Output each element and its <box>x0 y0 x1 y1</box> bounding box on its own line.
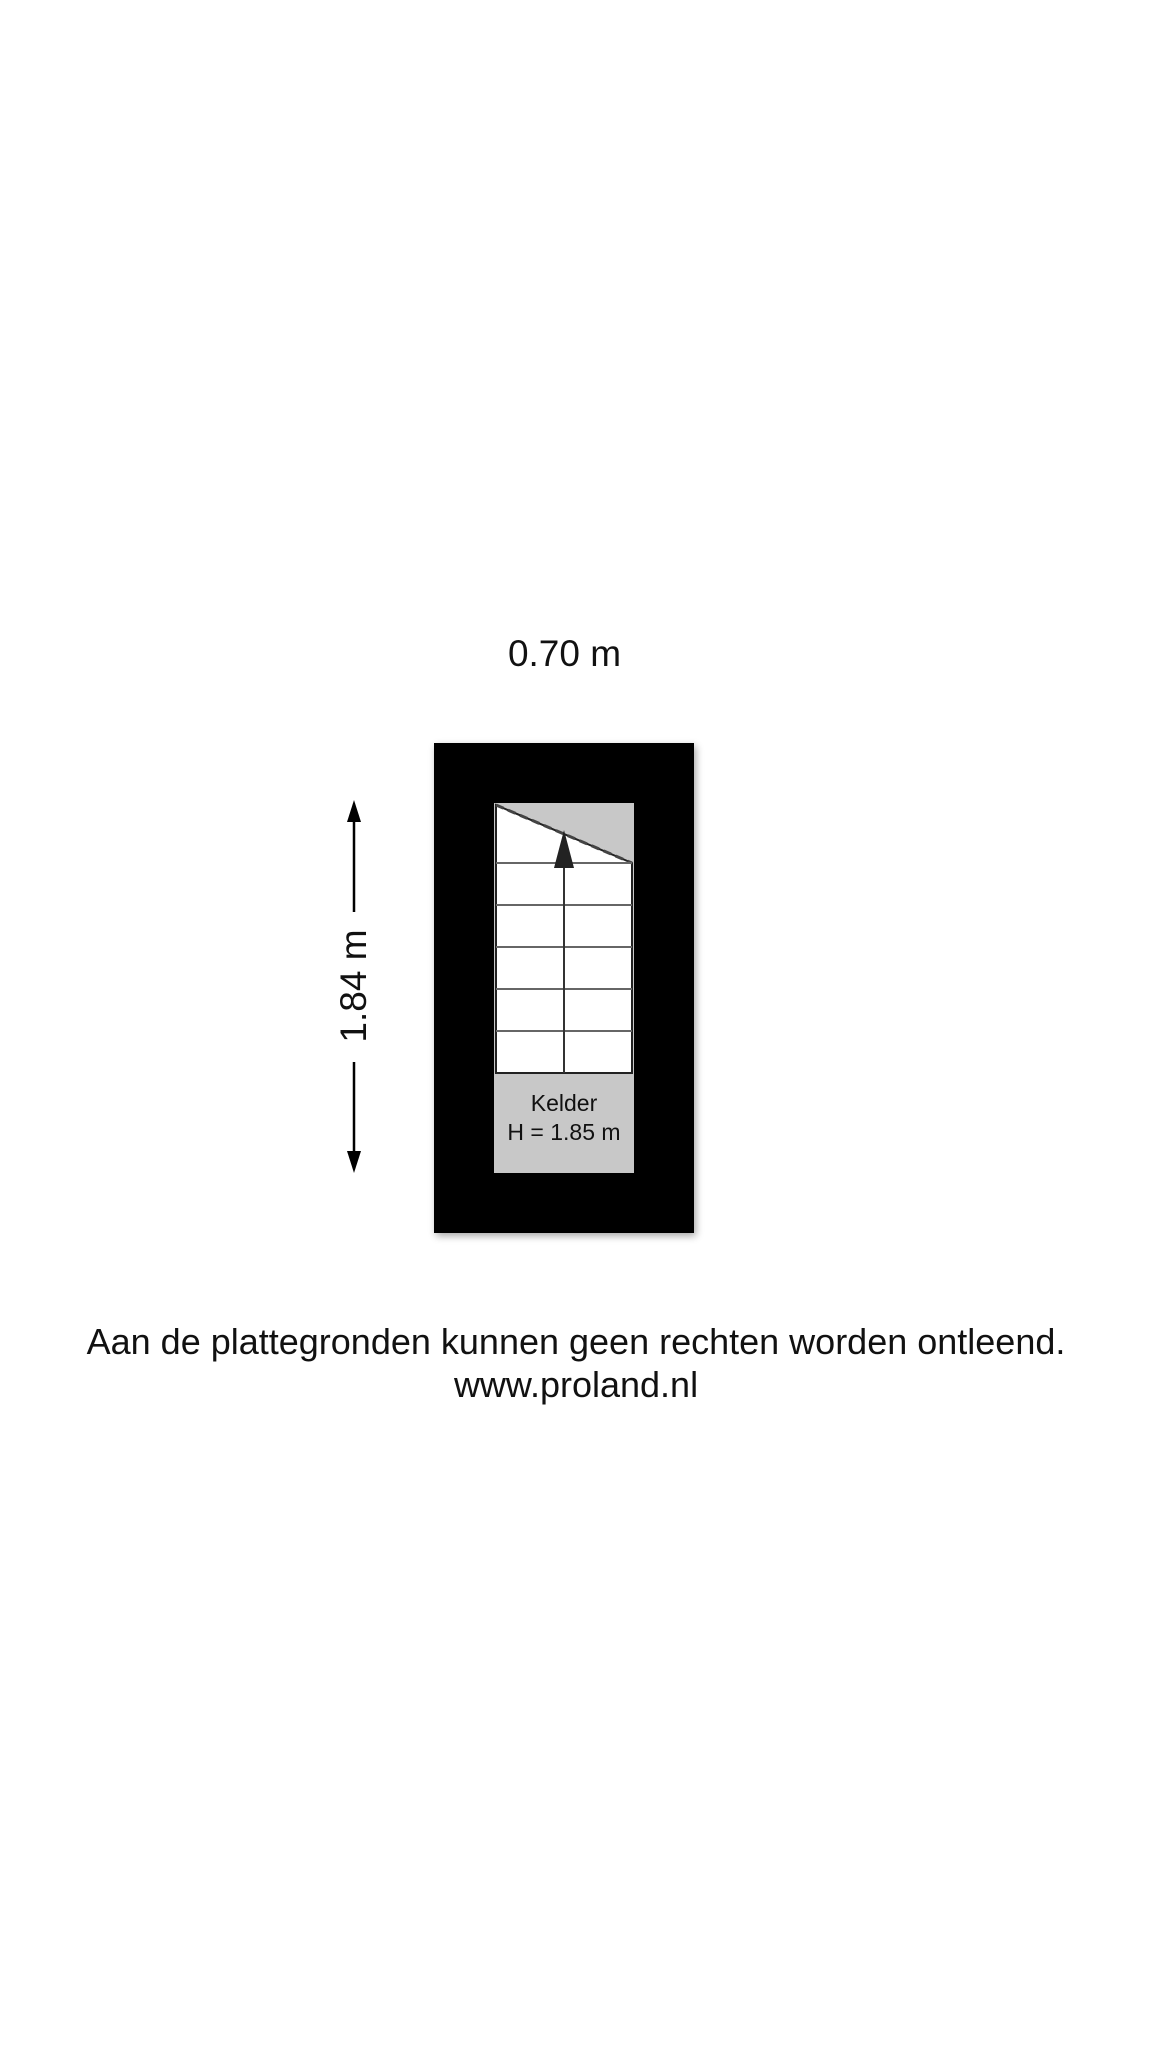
room-name: Kelder <box>530 1090 598 1116</box>
room-height: H = 1.85 m <box>507 1119 621 1145</box>
disclaimer-text: Aan de plattegronden kunnen geen rechten worden ontleend. <box>86 1321 1066 1362</box>
website-link[interactable]: www.proland.nl <box>453 1364 699 1405</box>
dimension-arrow-down-icon <box>347 1151 361 1173</box>
dimension-arrow-up-icon <box>347 800 361 822</box>
width-dimension-label: 0.70 m <box>507 633 622 674</box>
